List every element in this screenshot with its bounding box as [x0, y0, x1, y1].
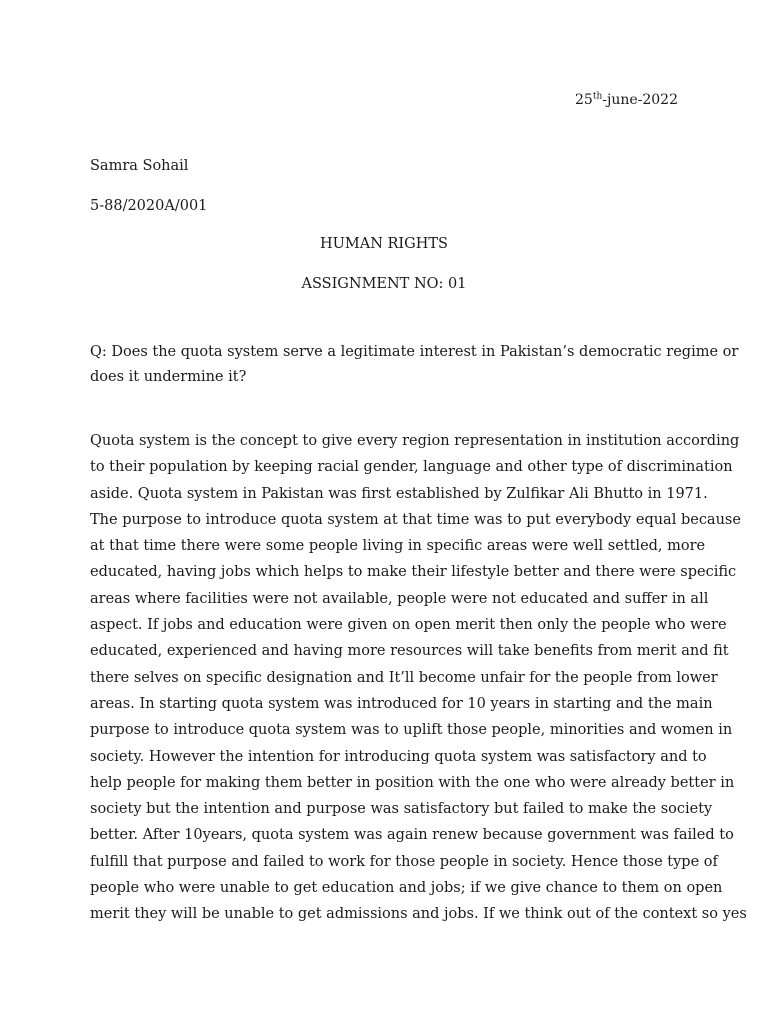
answer-line: educated, experienced and having more resources will take benefits from merit and fit: [90, 643, 729, 660]
answer-line: aspect. If jobs and education were given on open merit then only the people who were: [90, 617, 727, 634]
answer-line: aside. Quota system in Pakistan was first established by Zulfikar Ali Bhutto in 1971.: [90, 485, 708, 502]
question-paragraph: [90, 340, 739, 389]
answer-line: society but the intention and purpose was satisfactory but failed to make the society: [90, 801, 713, 818]
date-day: 25: [575, 92, 593, 108]
registration-number: 5-88/2020A/001: [90, 198, 208, 214]
answer-line: to their population by keeping racial gender, language and other type of discrimination: [90, 459, 733, 476]
answer-line: educated, having jobs which helps to make their lifestyle better and there were specific: [90, 564, 737, 581]
date-suffix: th: [592, 91, 603, 102]
answer-line: areas. In starting quota system was introduced for 10 years in starting and the main: [90, 695, 713, 712]
question-line: does it undermine it?: [90, 368, 247, 385]
answer-line: areas where facilities were not available, people were not educated and suffer in all: [90, 590, 709, 607]
student-name: Samra Sohail: [90, 158, 189, 174]
answer-line: there selves on specific designation and It’ll become unfair for the people from lower: [90, 669, 718, 686]
answer-line: at that time there were some people living in specific areas were well settled, more: [90, 538, 706, 555]
answer-line: help people for making them better in position with the one who were already better in: [90, 774, 735, 791]
answer-line: purpose to introduce quota system was to uplift those people, minorities and women in: [90, 722, 733, 739]
date-rest: -june-2022: [602, 92, 678, 108]
question-line: Q: Does the quota system serve a legitimate interest in Pakistan’s democratic regime or: [90, 344, 739, 360]
answer-paragraph: [90, 428, 747, 928]
answer-line: merit they will be unable to get admissions and jobs. If we think out of the context so yes: [90, 906, 747, 923]
date: [575, 92, 678, 108]
answer-line: fulfill that purpose and failed to work for those people in society. Hence those type of: [90, 853, 718, 870]
answer-line: Quota system is the concept to give every region representation in institution according: [90, 433, 740, 449]
assignment-title: ASSIGNMENT NO: 01: [301, 276, 467, 292]
answer-line: The purpose to introduce quota system at that time was to put everybody equal because: [90, 511, 741, 528]
answer-line: better. After 10years, quota system was again renew because government was failed to: [90, 827, 734, 844]
subject-title: HUMAN RIGHTS: [320, 236, 448, 252]
answer-line: society. However the intention for introducing quota system was satisfactory and to: [90, 748, 707, 765]
answer-line: people who were unable to get education and jobs; if we give chance to them on open: [90, 880, 723, 897]
